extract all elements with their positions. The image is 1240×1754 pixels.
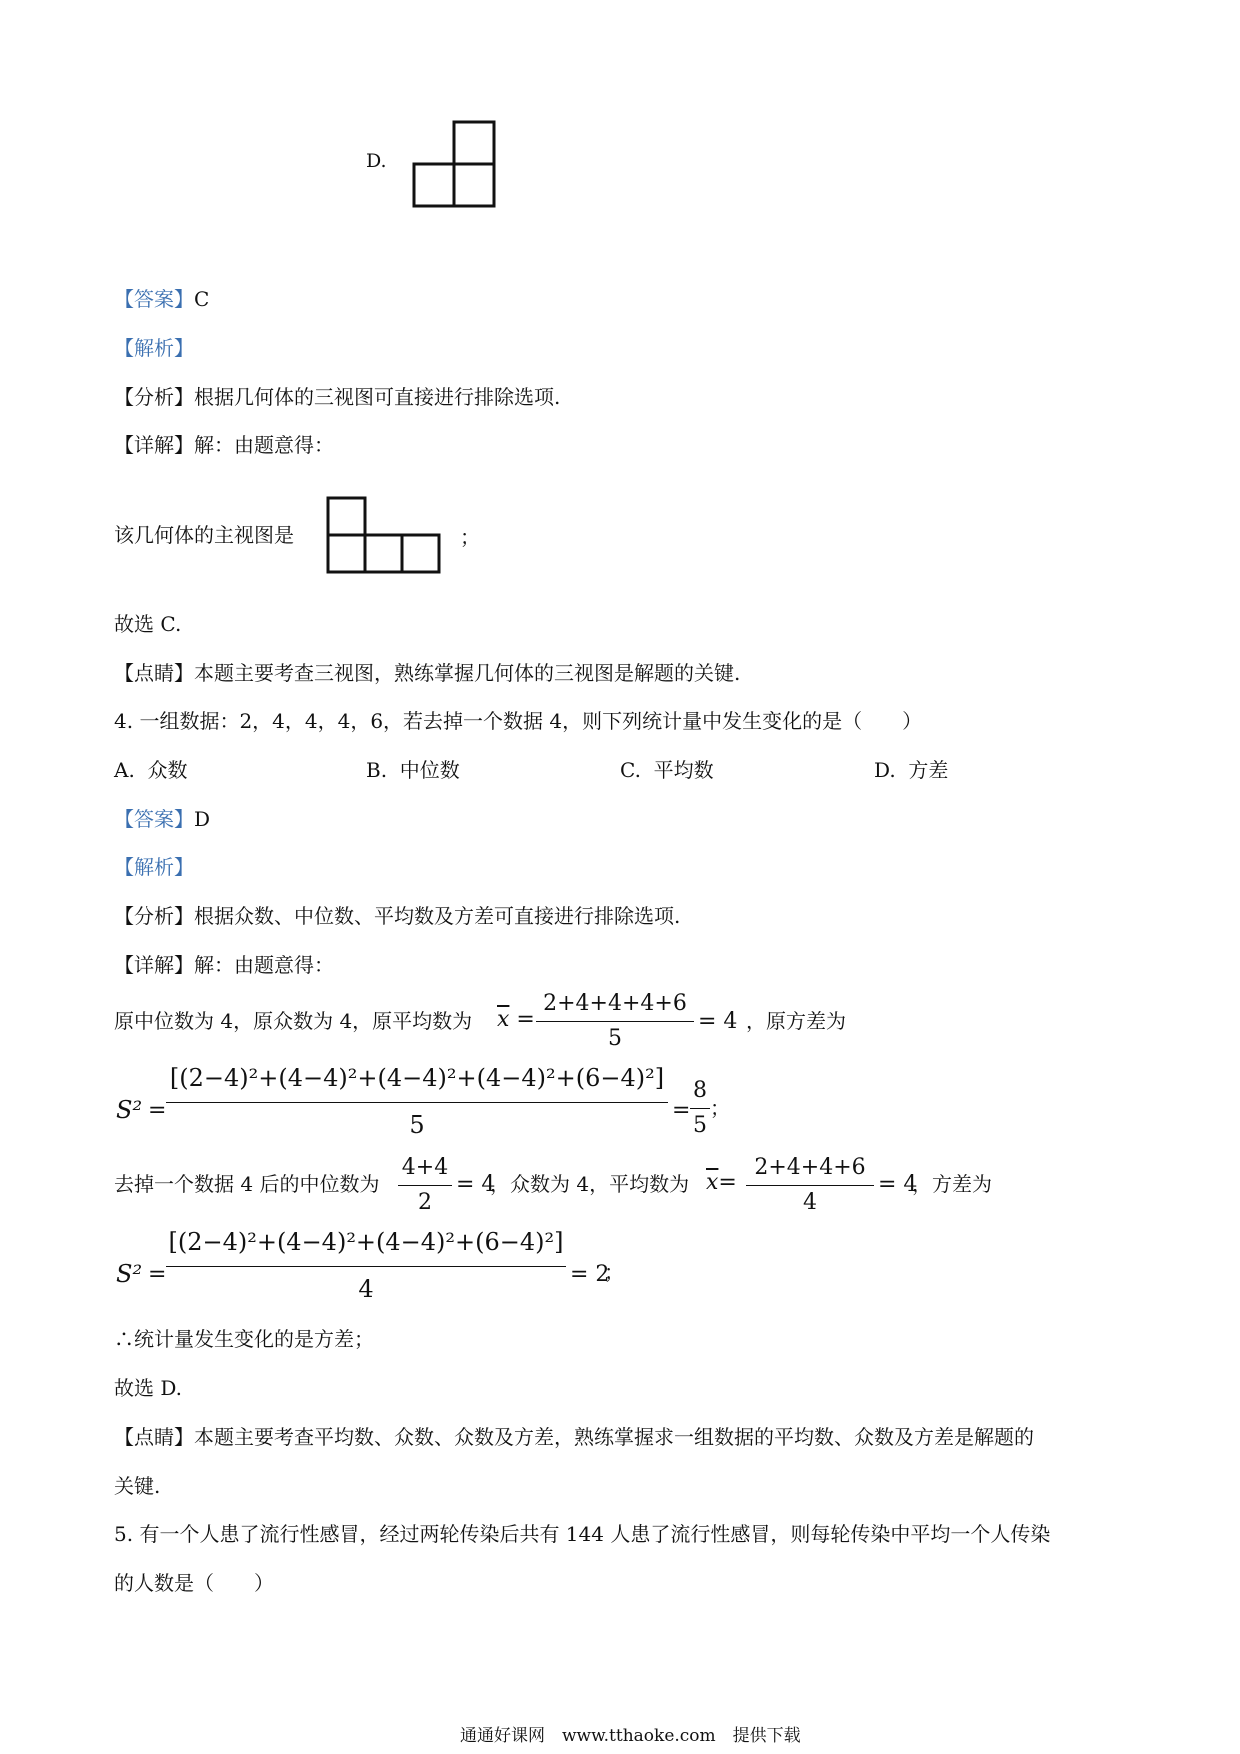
fraction-denominator: 5 — [409, 1111, 425, 1139]
median2-result: = 4 — [456, 1172, 496, 1197]
option-text: 众数 — [147, 758, 188, 782]
var1-result-fraction — [690, 1080, 710, 1137]
dianjing-tag: 【点睛】 — [114, 1425, 194, 1449]
fraction-bar — [536, 1021, 694, 1022]
fenxi-text: 根据众数、中位数、平均数及方差可直接进行排除选项. — [194, 904, 681, 928]
line1-suffix: ，原方差为 — [746, 1009, 846, 1033]
line2-prefix: 去掉一个数据 4 后的中位数为 — [114, 1172, 380, 1196]
main-view-text: 该几何体的主视图是 — [114, 523, 294, 547]
q3-answer — [114, 289, 209, 309]
fraction-numerator: 8 — [693, 1078, 707, 1103]
mean1-result: = 4 — [698, 1009, 738, 1034]
var1-end: ； — [710, 1096, 730, 1120]
xiangjie-text: 解：由题意得： — [194, 953, 334, 977]
var2-end: ； — [604, 1260, 624, 1284]
xbar-2 — [706, 1172, 737, 1194]
q5-stem-line2: 的人数是（ ） — [114, 1571, 274, 1595]
fraction-bar — [166, 1266, 566, 1267]
dianjing-text: 本题主要考查平均数、众数、众数及方差，熟练掌握求一组数据的平均数、众数及方差是解题的 — [194, 1425, 1034, 1449]
mean2-fraction — [746, 1157, 874, 1214]
equals-sign: = — [718, 1170, 737, 1195]
q3-analysis-tag: 【解析】 — [114, 336, 194, 360]
fenxi-tag: 【分析】 — [114, 904, 194, 928]
equals-sign-var1-result: = — [672, 1098, 691, 1123]
main-view-figure — [326, 496, 442, 574]
q4-answer — [114, 809, 210, 829]
answer-value: D — [194, 807, 211, 831]
option-letter: D. — [874, 758, 896, 782]
q3-dianjing — [114, 663, 740, 683]
dianjing-text: 本题主要考查三视图，熟练掌握几何体的三视图是解题的关键. — [194, 661, 741, 685]
q4-stem: 4. 一组数据：2，4，4，4，6，若去掉一个数据 4，则下列统计量中发生变化的是（ ） — [114, 709, 923, 733]
q3-xiangjie — [114, 435, 334, 455]
q3-conclusion: 故选 C. — [114, 612, 182, 636]
fraction-denominator: 5 — [608, 1026, 622, 1051]
line2-mid: ，众数为 4，平均数为 — [490, 1172, 690, 1196]
q4-analysis-tag: 【解析】 — [114, 855, 194, 879]
q4-option-a — [114, 760, 188, 780]
fraction-numerator: 2+4+4+4+6 — [543, 991, 687, 1016]
fraction-denominator: 5 — [693, 1113, 707, 1138]
option-d-label: D. — [366, 150, 387, 172]
xiangjie-tag: 【详解】 — [114, 433, 194, 457]
q4-option-d — [874, 760, 948, 780]
fraction-denominator: 4 — [358, 1275, 374, 1303]
answer-tag: 【答案】 — [114, 807, 194, 831]
q4-dianjing-cont: 关键. — [114, 1474, 161, 1498]
fraction-bar — [398, 1185, 452, 1186]
option-letter: C. — [620, 758, 641, 782]
q4-fenxi — [114, 906, 680, 926]
fenxi-tag: 【分析】 — [114, 385, 194, 409]
fraction-numerator: [(2−4)²+(4−4)²+(4−4)²+(6−4)²] — [168, 1228, 564, 1256]
mean2-result: = 4 — [878, 1172, 918, 1197]
equals-sign-var1: = — [148, 1098, 167, 1123]
line2-suffix: ，方差为 — [912, 1172, 992, 1196]
var2-result: = 2 — [570, 1262, 610, 1287]
xiangjie-tag: 【详解】 — [114, 953, 194, 977]
option-text: 中位数 — [399, 758, 460, 782]
q5-stem-line1: 5. 有一个人患了流行性感冒，经过两轮传染后共有 144 人患了流行性感冒，则每轮传染中平均一个人传染 — [114, 1522, 1051, 1546]
q4-therefore: ∴统计量发生变化的是方差； — [114, 1327, 374, 1351]
mean1-fraction — [536, 993, 694, 1050]
fraction-numerator: [(2−4)²+(4−4)²+(4−4)²+(4−4)²+(6−4)²] — [169, 1064, 665, 1092]
xiangjie-text: 解：由题意得： — [194, 433, 334, 457]
line1-prefix: 原中位数为 4，原众数为 4，原平均数为 — [114, 1009, 473, 1033]
fraction-numerator: 4+4 — [401, 1155, 449, 1180]
fraction-numerator: 2+4+4+6 — [754, 1155, 866, 1180]
dianjing-tag: 【点睛】 — [114, 661, 194, 685]
fenxi-text: 根据几何体的三视图可直接进行排除选项. — [194, 385, 561, 409]
s2-symbol-1: S² — [116, 1096, 143, 1124]
q4-option-c — [620, 760, 714, 780]
s2-symbol-2: S² — [116, 1260, 143, 1288]
option-letter: A. — [114, 758, 135, 782]
q4-option-b — [366, 760, 460, 780]
equals-sign: = — [516, 1007, 535, 1032]
xbar-symbol: $\overline{x}$ — [706, 1170, 719, 1195]
answer-tag: 【答案】 — [114, 287, 194, 311]
q4-conclusion: 故选 D. — [114, 1376, 183, 1400]
fraction-bar — [746, 1185, 874, 1186]
fraction-bar — [690, 1108, 710, 1109]
fraction-denominator: 4 — [803, 1190, 817, 1215]
option-text: 平均数 — [653, 758, 714, 782]
answer-value: C — [194, 287, 210, 311]
median2-fraction — [398, 1157, 452, 1214]
option-d-figure — [412, 120, 496, 210]
xbar-1 — [497, 1009, 535, 1031]
fraction-bar — [166, 1102, 668, 1103]
page-footer: 通通好课网 www.tthaoke.com 提供下载 — [460, 1726, 801, 1746]
var1-fraction — [166, 1066, 668, 1137]
q4-xiangjie — [114, 955, 334, 975]
fraction-denominator: 2 — [418, 1190, 432, 1215]
option-text: 方差 — [908, 758, 949, 782]
var2-fraction — [166, 1230, 566, 1301]
q4-dianjing — [114, 1427, 1034, 1447]
equals-sign-var2: = — [148, 1262, 167, 1287]
xbar-symbol: $\overline{x}$ — [497, 1007, 510, 1032]
q3-fenxi — [114, 387, 560, 407]
option-letter: B. — [366, 758, 388, 782]
main-view-end: ； — [460, 525, 480, 549]
